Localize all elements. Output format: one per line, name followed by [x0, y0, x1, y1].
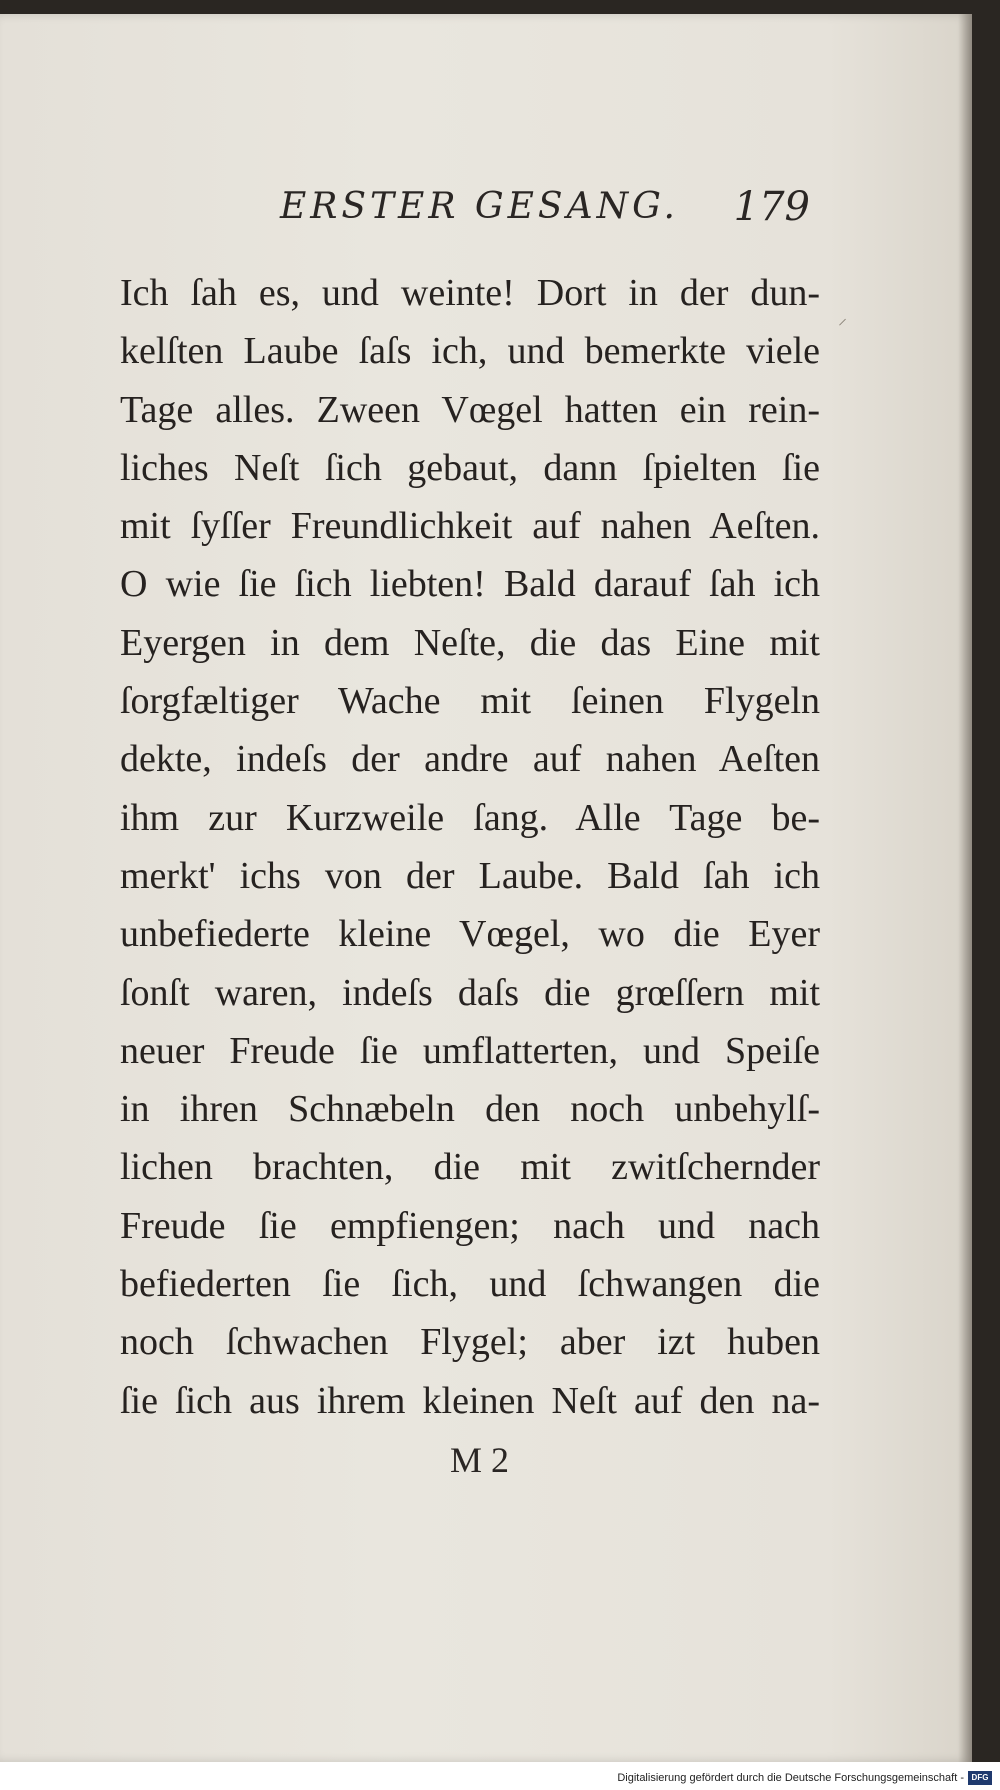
text-line: Freude ſie empfiengen; nach und nach — [120, 1204, 820, 1247]
footer-strip — [0, 1762, 1000, 1790]
dfg-logo-icon: DFG — [968, 1771, 992, 1785]
text-line: ſie ſich aus ihrem kleinen Neſt auf den na- — [120, 1379, 820, 1422]
text-line: kelſten Laube ſaſs ich, und bemerkte viele — [120, 330, 820, 373]
body-text — [120, 264, 820, 1430]
text-line: O wie ſie ſich liebten! Bald darauf ſah ich — [120, 563, 820, 606]
text-line: befiederten ſie ſich, und ſchwangen die — [120, 1263, 820, 1306]
text-line: unbefiederte kleine Vœgel, wo die Eyer — [120, 913, 820, 956]
text-line: neuer Freude ſie umflatterten, und Speiſe — [120, 1029, 820, 1072]
text-line: liches Neſt ſich gebaut, dann ſpielten ſie — [120, 446, 820, 489]
text-line: noch ſchwachen Flygel; aber izt huben — [120, 1321, 820, 1364]
margin-mark: ⸝ — [838, 308, 847, 329]
page-header — [120, 180, 810, 240]
text-line: Eyergen in dem Neſte, die das Eine mit — [120, 621, 820, 664]
text-line: Ich ſah es, und weinte! Dort in der dun- — [120, 272, 820, 314]
text-line: mit ſyſſer Freundlichkeit auf nahen Aeſten. — [120, 505, 820, 548]
footer-credit: Digitalisierung gefördert durch die Deutsche Forschungsgemeinschaft - — [617, 1772, 964, 1784]
text-line: dekte, indeſs der andre auf nahen Aeſten — [120, 738, 820, 781]
signature-mark: M 2 — [450, 1440, 510, 1480]
text-line: lichen brachten, die mit zwitſchernder — [120, 1146, 820, 1189]
text-line: ihm zur Kurzweile ſang. Alle Tage be- — [120, 796, 820, 839]
text-line: in ihren Schnæbeln den noch unbehylſ- — [120, 1088, 820, 1131]
text-line: ſonſt waren, indeſs daſs die grœſſern mit — [120, 971, 820, 1014]
running-head: ERSTER GESANG. — [280, 186, 680, 227]
page-number: 179 — [733, 184, 810, 230]
book-page — [0, 14, 972, 1762]
text-line: Tage alles. Zween Vœgel hatten ein rein- — [120, 388, 820, 431]
text-line: ſorgfæltiger Wache mit ſeinen Flygeln — [120, 680, 820, 723]
text-line: merkt' ichs von der Laube. Bald ſah ich — [120, 854, 820, 897]
